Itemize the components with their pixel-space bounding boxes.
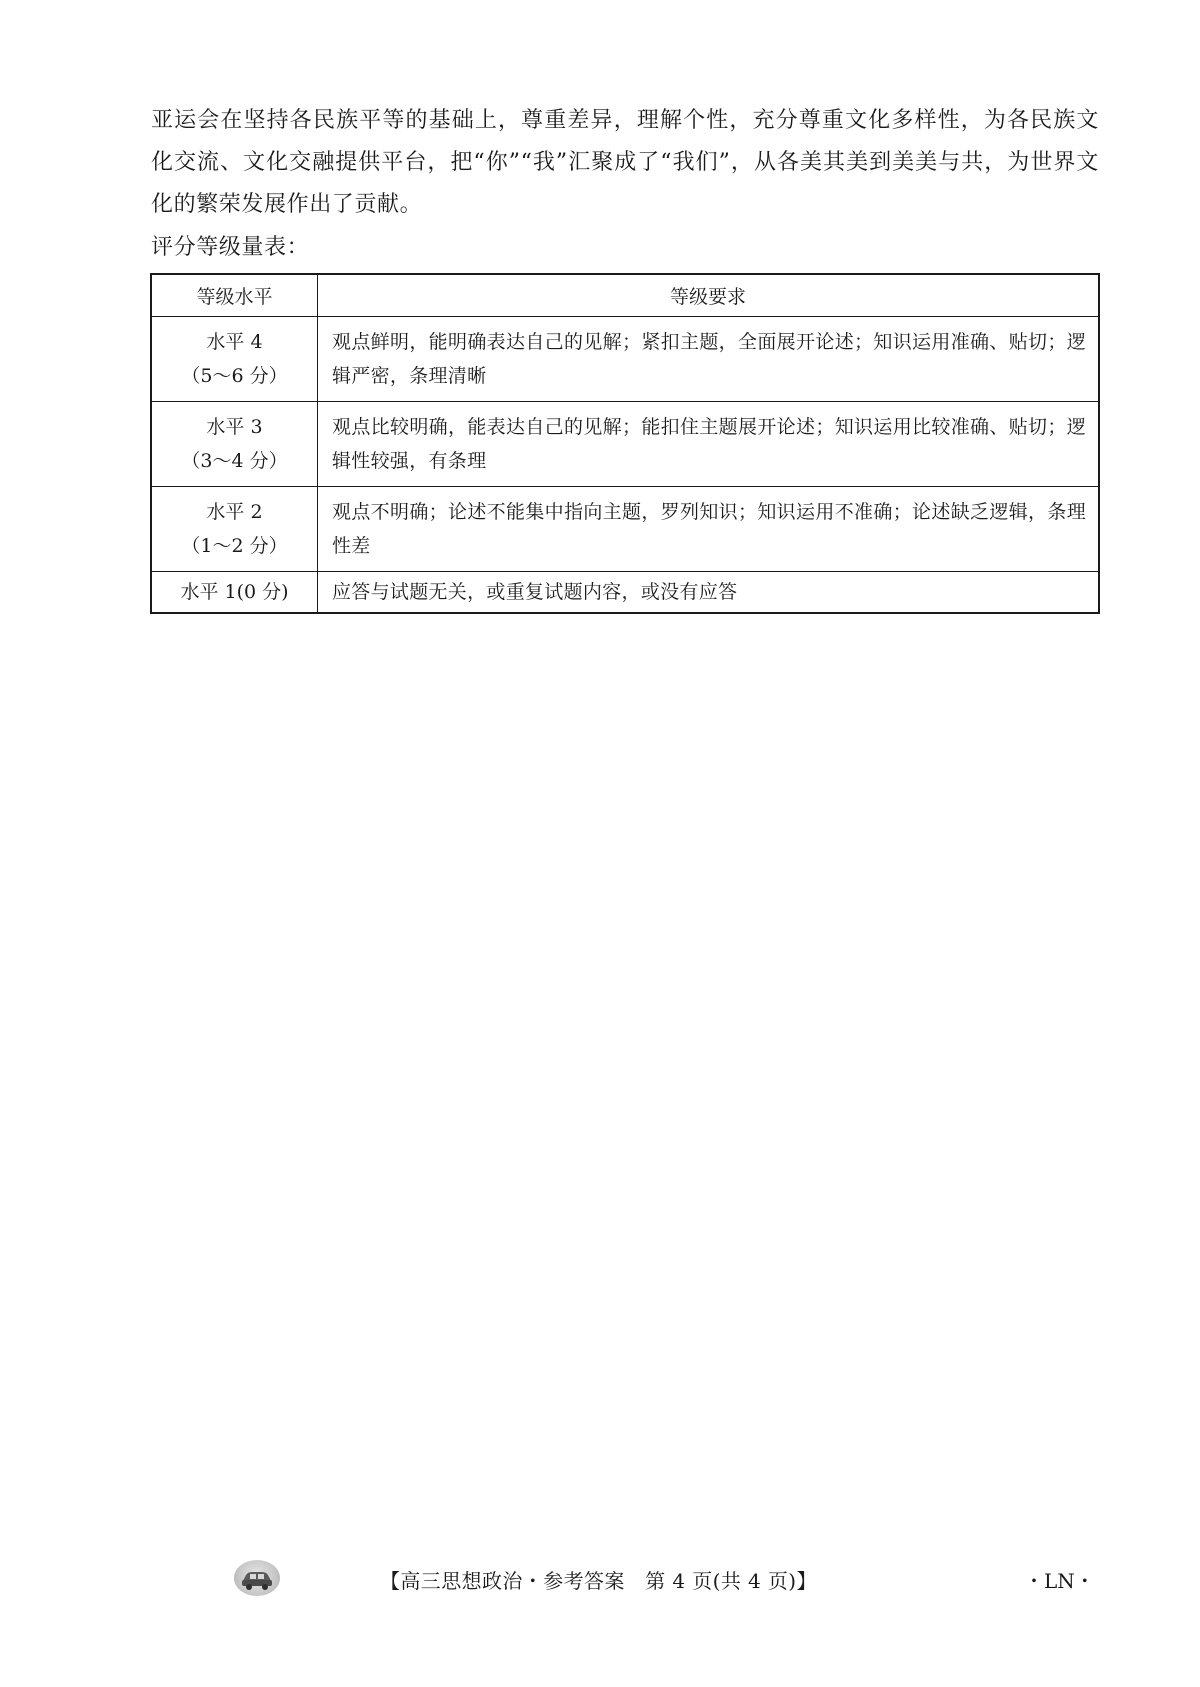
rubric-table xyxy=(150,273,1100,614)
level-cell xyxy=(151,402,318,487)
level-range: （1～2 分） xyxy=(181,535,288,557)
level-cell xyxy=(151,317,318,402)
table-header-row xyxy=(151,274,1099,317)
level-cell xyxy=(151,487,318,572)
level-name: 水平 1(0 分) xyxy=(180,580,289,603)
level-cell xyxy=(151,572,318,613)
level-name: 水平 3 xyxy=(206,416,263,438)
table-row xyxy=(151,487,1099,572)
header-level: 等级水平 xyxy=(151,274,318,317)
page-footer xyxy=(0,1555,1200,1605)
level-name: 水平 2 xyxy=(206,501,263,523)
car-icon xyxy=(234,1560,280,1596)
footer-code: ・LN・ xyxy=(1024,1569,1095,1593)
requirement-cell: 观点鲜明，能明确表达自己的见解；紧扣主题，全面展开论述；知识运用准确、贴切；逻辑严密，条理清晰 xyxy=(318,317,1100,402)
scale-title: 评分等级量表： xyxy=(151,235,310,260)
answer-paragraph: 亚运会在坚持各民族平等的基础上，尊重差异，理解个性，充分尊重文化多样性，为各民族文化交流、文化交融提供平台，把“你”“我”汇聚成了“我们”，从各美其美到美美与共，为世界文化的繁荣发展作出了贡献。 xyxy=(151,108,1099,217)
level-range: （3～4 分） xyxy=(181,450,288,472)
requirement-cell: 观点比较明确，能表达自己的见解；能扣住主题展开论述；知识运用比较准确、贴切；逻辑性较强，有条理 xyxy=(318,402,1100,487)
table-row xyxy=(151,402,1099,487)
level-name: 水平 4 xyxy=(206,331,263,353)
table-row xyxy=(151,317,1099,402)
table-row xyxy=(151,572,1099,613)
level-range: （5～6 分） xyxy=(181,365,288,387)
requirement-cell: 观点不明确；论述不能集中指向主题，罗列知识；知识运用不准确；论述缺乏逻辑，条理性差 xyxy=(318,487,1100,572)
header-requirement: 等级要求 xyxy=(318,274,1100,317)
requirement-cell: 应答与试题无关，或重复试题内容，或没有应答 xyxy=(318,572,1100,613)
footer-page-info: 【高三思想政治・参考答案 第 4 页(共 4 页)】 xyxy=(380,1569,817,1593)
